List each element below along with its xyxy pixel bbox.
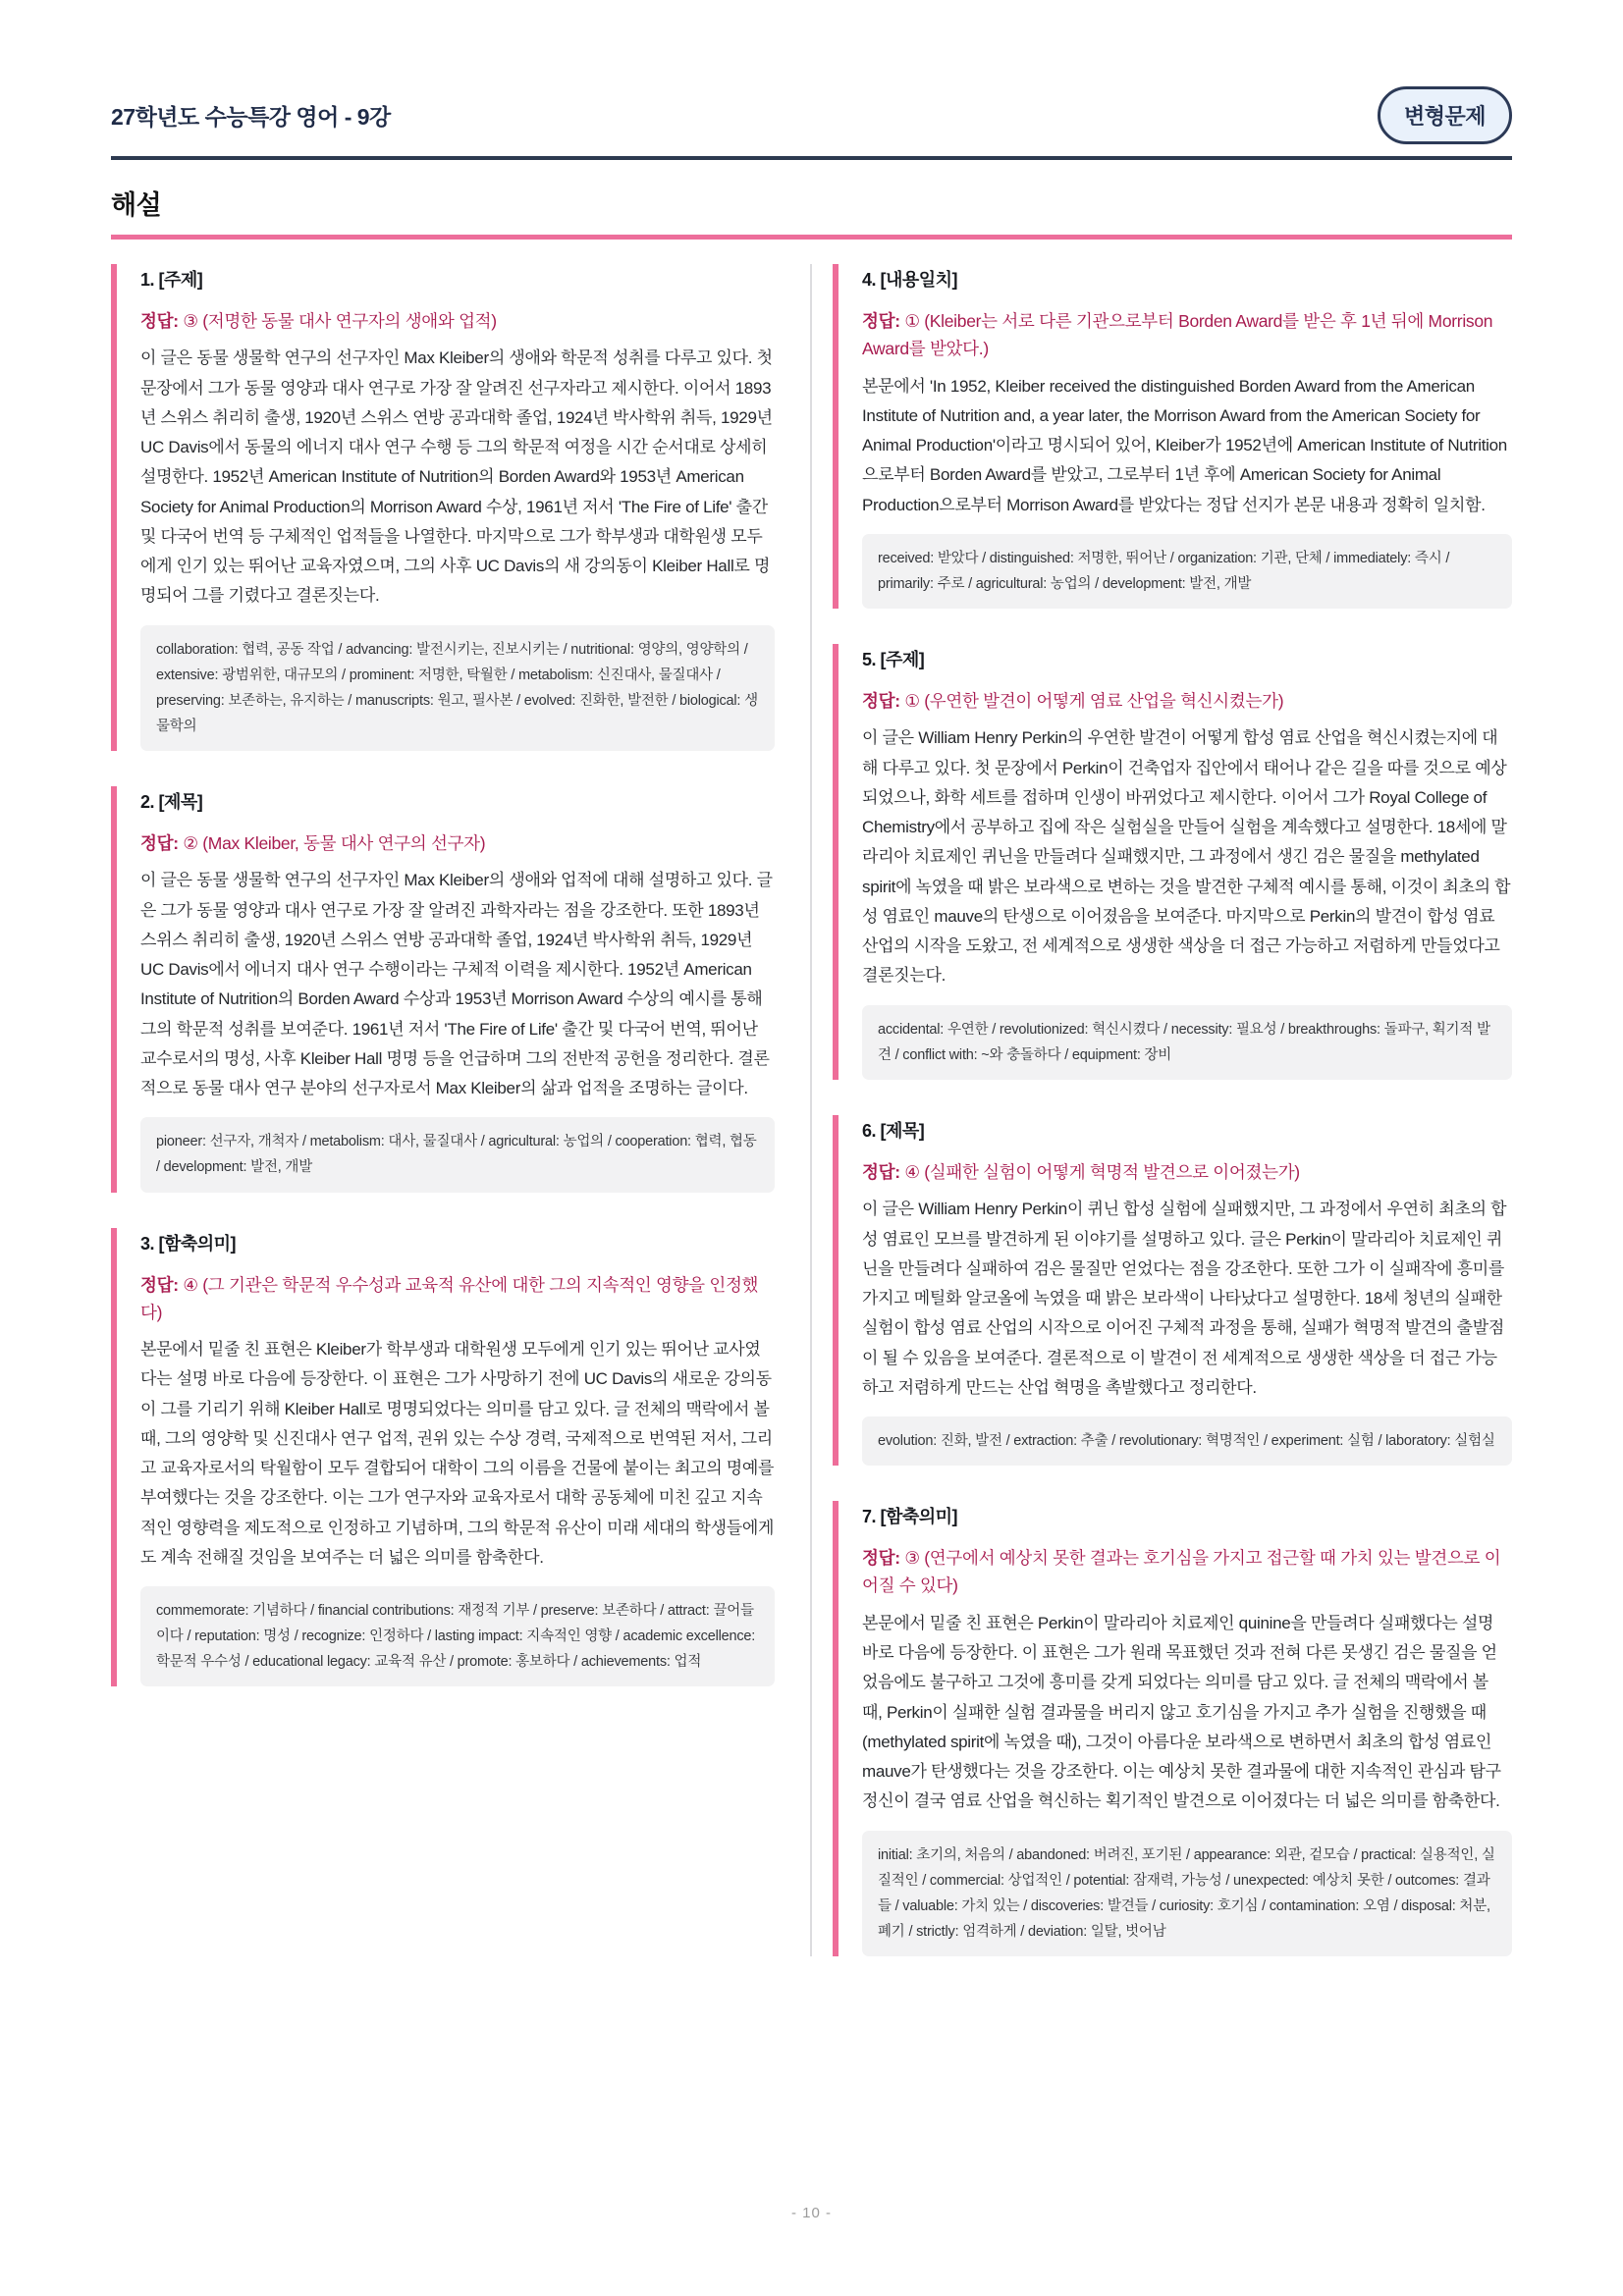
section-4-vocab-box: received: 받았다 / distinguished: 저명한, 뛰어난 / organization: 기관, 단체 / immediately: 즉시 / primarily: 주로 / agricultural: 농업의 / development: 발전, 개발 [862, 534, 1512, 609]
answer-label: 정답: [140, 1274, 184, 1295]
answer-label: 정답: [140, 311, 184, 331]
section-3 [111, 1228, 775, 1687]
section-2-title: 2. [제목] [140, 791, 203, 812]
section-4-answer-text: ① (Kleiber는 서로 다른 기관으로부터 Borden Award를 받은 후 1년 뒤에 Morrison Award를 받았다.) [862, 311, 1493, 359]
section-7-explanation: 본문에서 밑줄 친 표현은 Perkin이 말라리아 치료제인 quinine을 만들려다 실패했다는 설명 바로 다음에 등장한다. 이 표현은 그가 원래 목표했던 것과 전혀 다른 못생긴 검은 물질을 얻었음에도 불구하고 그것에 흥미를 갖게 되었다는 의미를 담고 있다. 글 전체의 맥락에서 볼 때, Perkin이 실패한 실험 결과물을 버리지 않고 호기심을 가지고 추가 실험을 진행했을 때(methylated spirit에 녹였을 때), 그것이 아름다운 보라색으로 변하면서 최초의 합성 염료인 mauve가 탄생했다는 것을 강조한다. 이는 예상치 못한 결과물에 대한 지속적인 관심과 탐구 정신이 결국 염료 산업을 혁신하는 획기적인 발견으로 이어졌다는 더 넓은 의미를 함축한다. [862, 1613, 1501, 1811]
section-2-answer-line [140, 829, 775, 857]
right-column [812, 264, 1512, 1956]
section-2-answer-text: ② (Max Kleiber, 동물 대사 연구의 선구자) [183, 832, 486, 853]
section-3-explanation: 본문에서 밑줄 친 표현은 Kleiber가 학부생과 대학원생 모두에게 인기 있는 뛰어난 교사였다는 설명 바로 다음에 등장한다. 이 표현은 그가 사망하기 전에 UC Davis의 새로운 강의동이 그를 기리기 위해 Kleiber Hall로 명명되었다는 의미를 담고 있다. 글 전체의 맥락에서 볼 때, 그의 영양학 및 신진대사 연구 업적, 권위 있는 수상 경력, 국제적으로 번역된 저서, 그리고 교육자로서의 탁월함이 모두 결합되어 대학이 그의 이름을 건물에 붙이는 최고의 명예를 부여했다는 것을 강조한다. 이는 그가 연구자와 교육자로서 대학 공동체에 미친 깊고 지속적인 영향력을 제도적으로 인정하고 기념하며, 그의 학문적 유산이 미래 세대의 학생들에게도 계속 전해질 것임을 보여주는 더 넓은 의미를 함축한다. [140, 1340, 775, 1567]
answer-label: 정답: [862, 311, 905, 331]
section-6-explanation: 이 글은 William Henry Perkin이 퀴닌 합성 실험에 실패했지만, 그 과정에서 우연히 최초의 합성 염료인 모브를 발견하게 된 이야기를 설명하고 있다. 글은 Perkin이 말라리아 치료제인 퀴닌을 만들려다 실패하여 검은 물질만 얻었다는 점을 강조한다. 또한 그가 이 실패작에 흥미를 가지고 메틸화 알코올에 녹였을 때 밝은 보라색이 나타났다고 설명한다. 18세 청년의 실패한 실험이 합성 염료 산업의 시작으로 이어진 구체적 과정을 통해, 실패가 혁명적 발견의 출발점이 될 수 있음을 보여준다. 결론적으로 이 발견이 전 세계적으로 생생한 색상을 더 접근 가능하고 저렴하게 만드는 산업 혁명을 촉발했다고 정리한다. [862, 1200, 1507, 1397]
section-5-title: 5. [주제] [862, 650, 925, 670]
answer-label: 정답: [140, 832, 184, 853]
section-5 [833, 644, 1512, 1080]
section-4-answer-line [862, 307, 1512, 363]
page-title: 해설 [111, 190, 162, 220]
section-5-vocab-box: accidental: 우연한 / revolutionized: 혁신시켰다 / necessity: 필요성 / breakthroughs: 돌파구, 획기적 발견 / conflict with: ~와 충돌하다 / equipment: 장비 [862, 1005, 1512, 1080]
section-3-answer-line [140, 1271, 775, 1327]
section-3-answer-text: ④ (그 기관은 학문적 우수성과 교육적 유산에 대한 그의 지속적인 영향을 인정했다) [140, 1274, 759, 1322]
section-6-title: 6. [제목] [862, 1120, 925, 1141]
answer-label: 정답: [862, 1161, 905, 1182]
section-6-answer-line [862, 1158, 1512, 1186]
section-1 [111, 264, 775, 751]
answer-label: 정답: [862, 1548, 905, 1569]
section-4-explanation: 본문에서 'In 1952, Kleiber received the distinguished Borden Award from the American Institute of Nutrition and, a year later, the Morrison Award from the American Society for Animal Production'이라고 명시되어 있어, Kleiber가 1952년에 American Institute of Nutrition으로부터 Borden Award를 받았고, 그로부터 1년 후에 American Society for Animal Production으로부터 Morrison Award를 받았다는 정답 선지가 본문 내용과 정확히 일치함. [862, 376, 1507, 514]
document-title: 27학년도 수능특강 영어 - 9강 [111, 104, 391, 130]
section-7 [833, 1501, 1512, 1956]
section-7-title: 7. [함축의미] [862, 1507, 958, 1527]
page-number: - 10 - [790, 2205, 832, 2221]
section-6-vocab-box: evolution: 진화, 발전 / extraction: 추출 / revolutionary: 혁명적인 / experiment: 실험 / laboratory: 실험실 [862, 1416, 1512, 1466]
section-6 [833, 1115, 1512, 1466]
answer-label: 정답: [862, 691, 905, 712]
section-2 [111, 786, 775, 1193]
page-header [111, 86, 1512, 144]
section-5-explanation: 이 글은 William Henry Perkin의 우연한 발견이 어떻게 합성 염료 산업을 혁신시켰는지에 대해 다루고 있다. 첫 문장에서 Perkin이 건축업자 집안에서 태어나 같은 길을 따를 것으로 예상되었으나, 화학 세트를 접하며 인생이 바뀌었다고 제시한다. 이어서 그가 Royal College of Chemistry에서 공부하고 집에 작은 실험실을 만들어 실험을 계속했다고 설명한다. 18세에 말라리아 치료제인 퀴닌을 만들려다 실패했지만, 그 과정에서 생긴 검은 물질을 methylated spirit에 녹였을 때 밝은 보라색으로 변하는 것을 발견한 구체적 예시를 통해, 이것이 최초의 합성 염료인 mauve의 탄생으로 이어졌음을 보여준다. 마지막으로 Perkin의 발견이 합성 염료 산업의 시작을 도왔고, 전 세계적으로 생생한 색상을 더 접근 가능하고 저렴하게 만들었다고 결론짓는다. [862, 728, 1511, 986]
section-4-title: 4. [내용일치] [862, 270, 958, 290]
left-column [111, 264, 812, 1956]
title-accent-line [111, 235, 1512, 240]
transformed-question-badge: 변형문제 [1378, 86, 1512, 144]
section-1-answer-text: ③ (저명한 동물 대사 연구자의 생애와 업적) [183, 311, 497, 331]
section-4 [833, 264, 1512, 609]
section-1-vocab-box: collaboration: 협력, 공동 작업 / advancing: 발전시키는, 진보시키는 / nutritional: 영양의, 영양학의 / extensive: 광범위한, 대규모의 / prominent: 저명한, 탁월한 / metabolism: 신진대사, 물질대사 / preserving: 보존하는, 유지하는 / manuscripts: 원고, 필사본 / evolved: 진화한, 발전한 / biological: 생물학의 [140, 625, 775, 751]
section-2-explanation: 이 글은 동물 생물학 연구의 선구자인 Max Kleiber의 생애와 업적에 대해 설명하고 있다. 글은 그가 동물 영양과 대사 연구로 가장 잘 알려진 과학자라는 점을 강조한다. 또한 1893년 스위스 취리히 출생, 1920년 스위스 연방 공과대학 졸업, 1924년 박사학위 취득, 1929년 UC Davis에서 에너지 대사 연구 수행이라는 구체적 이력을 제시한다. 1952년 American Institute of Nutrition의 Borden Award 수상과 1953년 Morrison Award 수상의 예시를 통해 그의 학문적 성취를 보여준다. 1961년 저서 'The Fire of Life' 출간 및 다국어 번역, 뛰어난 교수로서의 명성, 사후 Kleiber Hall 명명 등을 언급하며 그의 전반적 공헌을 정리한다. 결론적으로 동물 대사 연구 분야의 선구자로서 Max Kleiber의 삶과 업적을 조명하는 글이다. [140, 871, 773, 1098]
section-7-vocab-box: initial: 초기의, 처음의 / abandoned: 버려진, 포기된 / appearance: 외관, 겉모습 / practical: 실용적인, 실질적인 / commercial: 상업적인 / potential: 잠재력, 가능성 / unexpected: 예상치 못한 / outcomes: 결과들 / valuable: 가치 있는 / discoveries: 발견들 / curiosity: 호기심 / contamination: 오염 / disposal: 처분, 폐기 / strictly: 엄격하게 / deviation: 일탈, 벗어남 [862, 1831, 1512, 1956]
section-7-answer-text: ③ (연구에서 예상치 못한 결과는 호기심을 가지고 접근할 때 가치 있는 발견으로 이어질 수 있다) [862, 1548, 1501, 1596]
section-2-vocab-box: pioneer: 선구자, 개척자 / metabolism: 대사, 물질대사 / agricultural: 농업의 / cooperation: 협력, 협동 / development: 발전, 개발 [140, 1117, 775, 1192]
section-6-answer-text: ④ (실패한 실험이 어떻게 혁명적 발견으로 이어졌는가) [904, 1161, 1300, 1182]
section-1-explanation: 이 글은 동물 생물학 연구의 선구자인 Max Kleiber의 생애와 학문적 성취를 다루고 있다. 첫 문장에서 그가 동물 영양과 대사 연구로 가장 잘 알려진 선구자라고 제시한다. 이어서 1893년 스위스 취리히 출생, 1920년 스위스 연방 공과대학 졸업, 1924년 박사학위 취득, 1929년 UC Davis에서 동물의 에너지 대사 연구 수행 등 그의 학문적 여정을 시간 순서대로 상세히 설명한다. 1952년 American Institute of Nutrition의 Borden Award와 1953년 American Society for Animal Production의 Morrison Award 수상, 1961년 저서 'The Fire of Life' 출간 및 다국어 번역 등 구체적인 업적들을 나열한다. 마지막으로 그가 학부생과 대학원생 모두에게 인기 있는 뛰어난 교육자였으며, 그의 사후 UC Davis의 새 강의동이 Kleiber Hall로 명명되어 그를 기렸다고 결론짓는다. [140, 348, 773, 606]
section-7-answer-line [862, 1544, 1512, 1600]
content-columns [111, 264, 1512, 1956]
header-divider-line [111, 156, 1512, 160]
section-5-answer-text: ① (우연한 발견이 어떻게 염료 산업을 혁신시켰는가) [904, 691, 1284, 712]
section-3-vocab-box: commemorate: 기념하다 / financial contributions: 재정적 기부 / preserve: 보존하다 / attract: 끌어들이다 / reputation: 명성 / recognize: 인정하다 / lasting impact: 지속적인 영향 / academic excellence: 학문적 우수성 / educational legacy: 교육적 유산 / promote: 홍보하다 / achievements: 업적 [140, 1586, 775, 1686]
section-1-answer-line [140, 307, 775, 335]
section-1-title: 1. [주제] [140, 270, 203, 290]
section-3-title: 3. [함축의미] [140, 1233, 237, 1254]
section-5-answer-line [862, 687, 1512, 715]
